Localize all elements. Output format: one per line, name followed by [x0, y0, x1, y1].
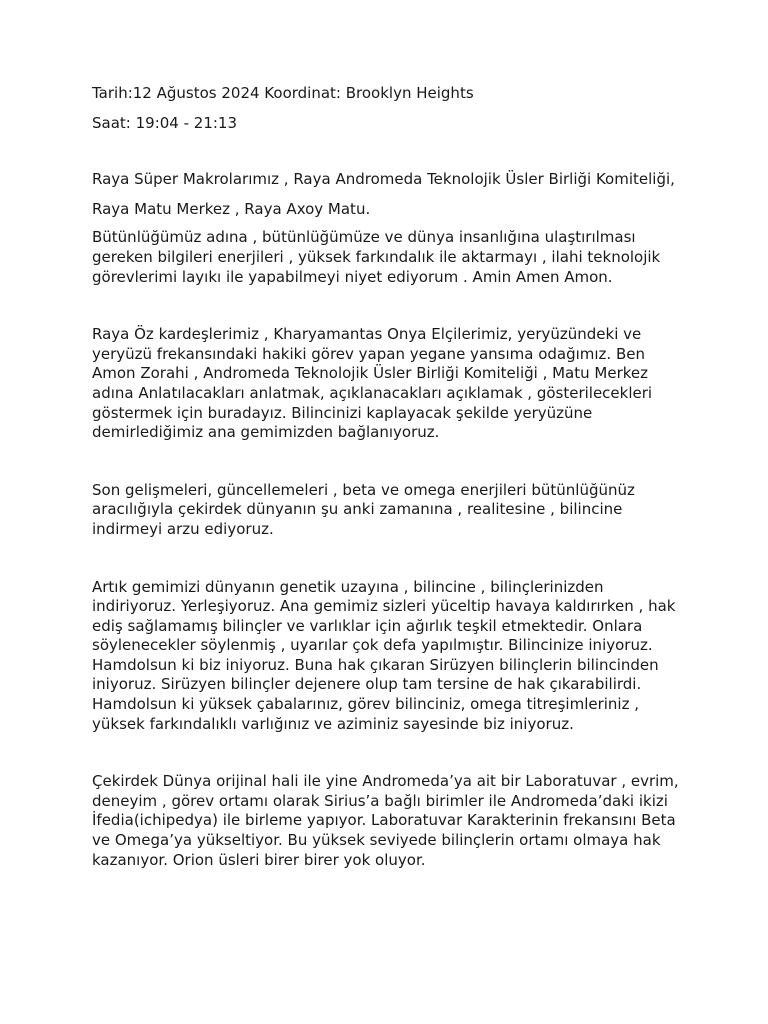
document-page — [92, 84, 682, 870]
paragraph-intention: Bütünlüğümüz adına , bütünlüğümüze ve dünya insanlığına ulaştırılması gereken bilgileri enerjileri , yüksek farkındalık ile aktarmayı , ilahi teknolojik görevlerimi layıkı ile yapabilmeyi niyet ediyorum . Amin Amen Amon. — [92, 228, 661, 286]
paragraph-updates: Son gelişmeleri, güncellemeleri , beta ve omega enerjileri bütünlüğünüz aracılığıyla çekirdek dünyanın şu anki zamanına , realitesine , bilincine indirmeyi arzu ediyoruz. — [92, 480, 635, 538]
paragraph-core-world: Çekirdek Dünya orijinal hali ile yine Andromeda’ya ait bir Laboratuvar , evrim, deneyim , görev ortamı olarak Sirius’a bağlı birimler ile Andromeda’daki ikizi İfedia(ichipedya) ile birleme yapıyor. Laboratuvar Karakterinin frekansını Beta ve Omega’ya yükseltiyor. Bu yüksek seviyede bilinçlerin ortamı olmaya hak kazanıyor. Orion üsleri birer birer yok oluyor. — [92, 772, 679, 869]
paragraph-matu: Raya Matu Merkez , Raya Axoy Matu. — [92, 199, 371, 218]
paragraph-address: Raya Süper Makrolarımız , Raya Andromeda Teknolojik Üsler Birliği Komiteliği, — [92, 170, 675, 189]
date-coordinate-line: Tarih:12 Ağustos 2024 Koordinat: Brooklyn Heights — [92, 84, 474, 102]
paragraph-descent: Artık gemimizi dünyanın genetik uzayına , bilincine , bilinçlerinizden indiriyoruz. Yerleşiyoruz. Ana gemimiz sizleri yüceltip havaya kaldırırken , hak ediş sağlamamış bilinçler ve varlıklar için ağırlık teşkil etmektedir. Onlara söylenecekler söylenmiş , uyarılar çok defa yapılmıştır. Bilincinize iniyoruz. Hamdolsun ki biz iniyoruz. Buna hak çıkaran Sirüzyen bilinçlerin bilincinden iniyoruz. Sirüzyen bilinçler dejenere olup tam tersine de hak çıkarabilirdi. Hamdolsun ki yüksek çabalarınız, görev bilinciniz, omega titreşimleriniz , yüksek farkındalıklı varlığınız ve aziminiz sayesinde biz iniyoruz. — [92, 577, 676, 733]
time-line: Saat: 19:04 - 21:13 — [92, 113, 238, 132]
paragraph-introduction: Raya Öz kardeşlerimiz , Kharyamantas Onya Elçilerimiz, yeryüzündeki ve yeryüzü frekansındaki hakiki görev yapan yegane yansıma odağımız. Ben Amon Zorahi , Andromeda Teknolojik Üsler Birliği Komiteliği , Matu Merkez adına Anlatılacakları anlatmak, açıklanacakları açıklamak , gösterilecekleri göstermek için buradayız. Bilincinizi kaplayacak şekilde yeryüzüne demirlediğimiz ana gemimizden bağlanıyoruz. — [92, 325, 653, 442]
